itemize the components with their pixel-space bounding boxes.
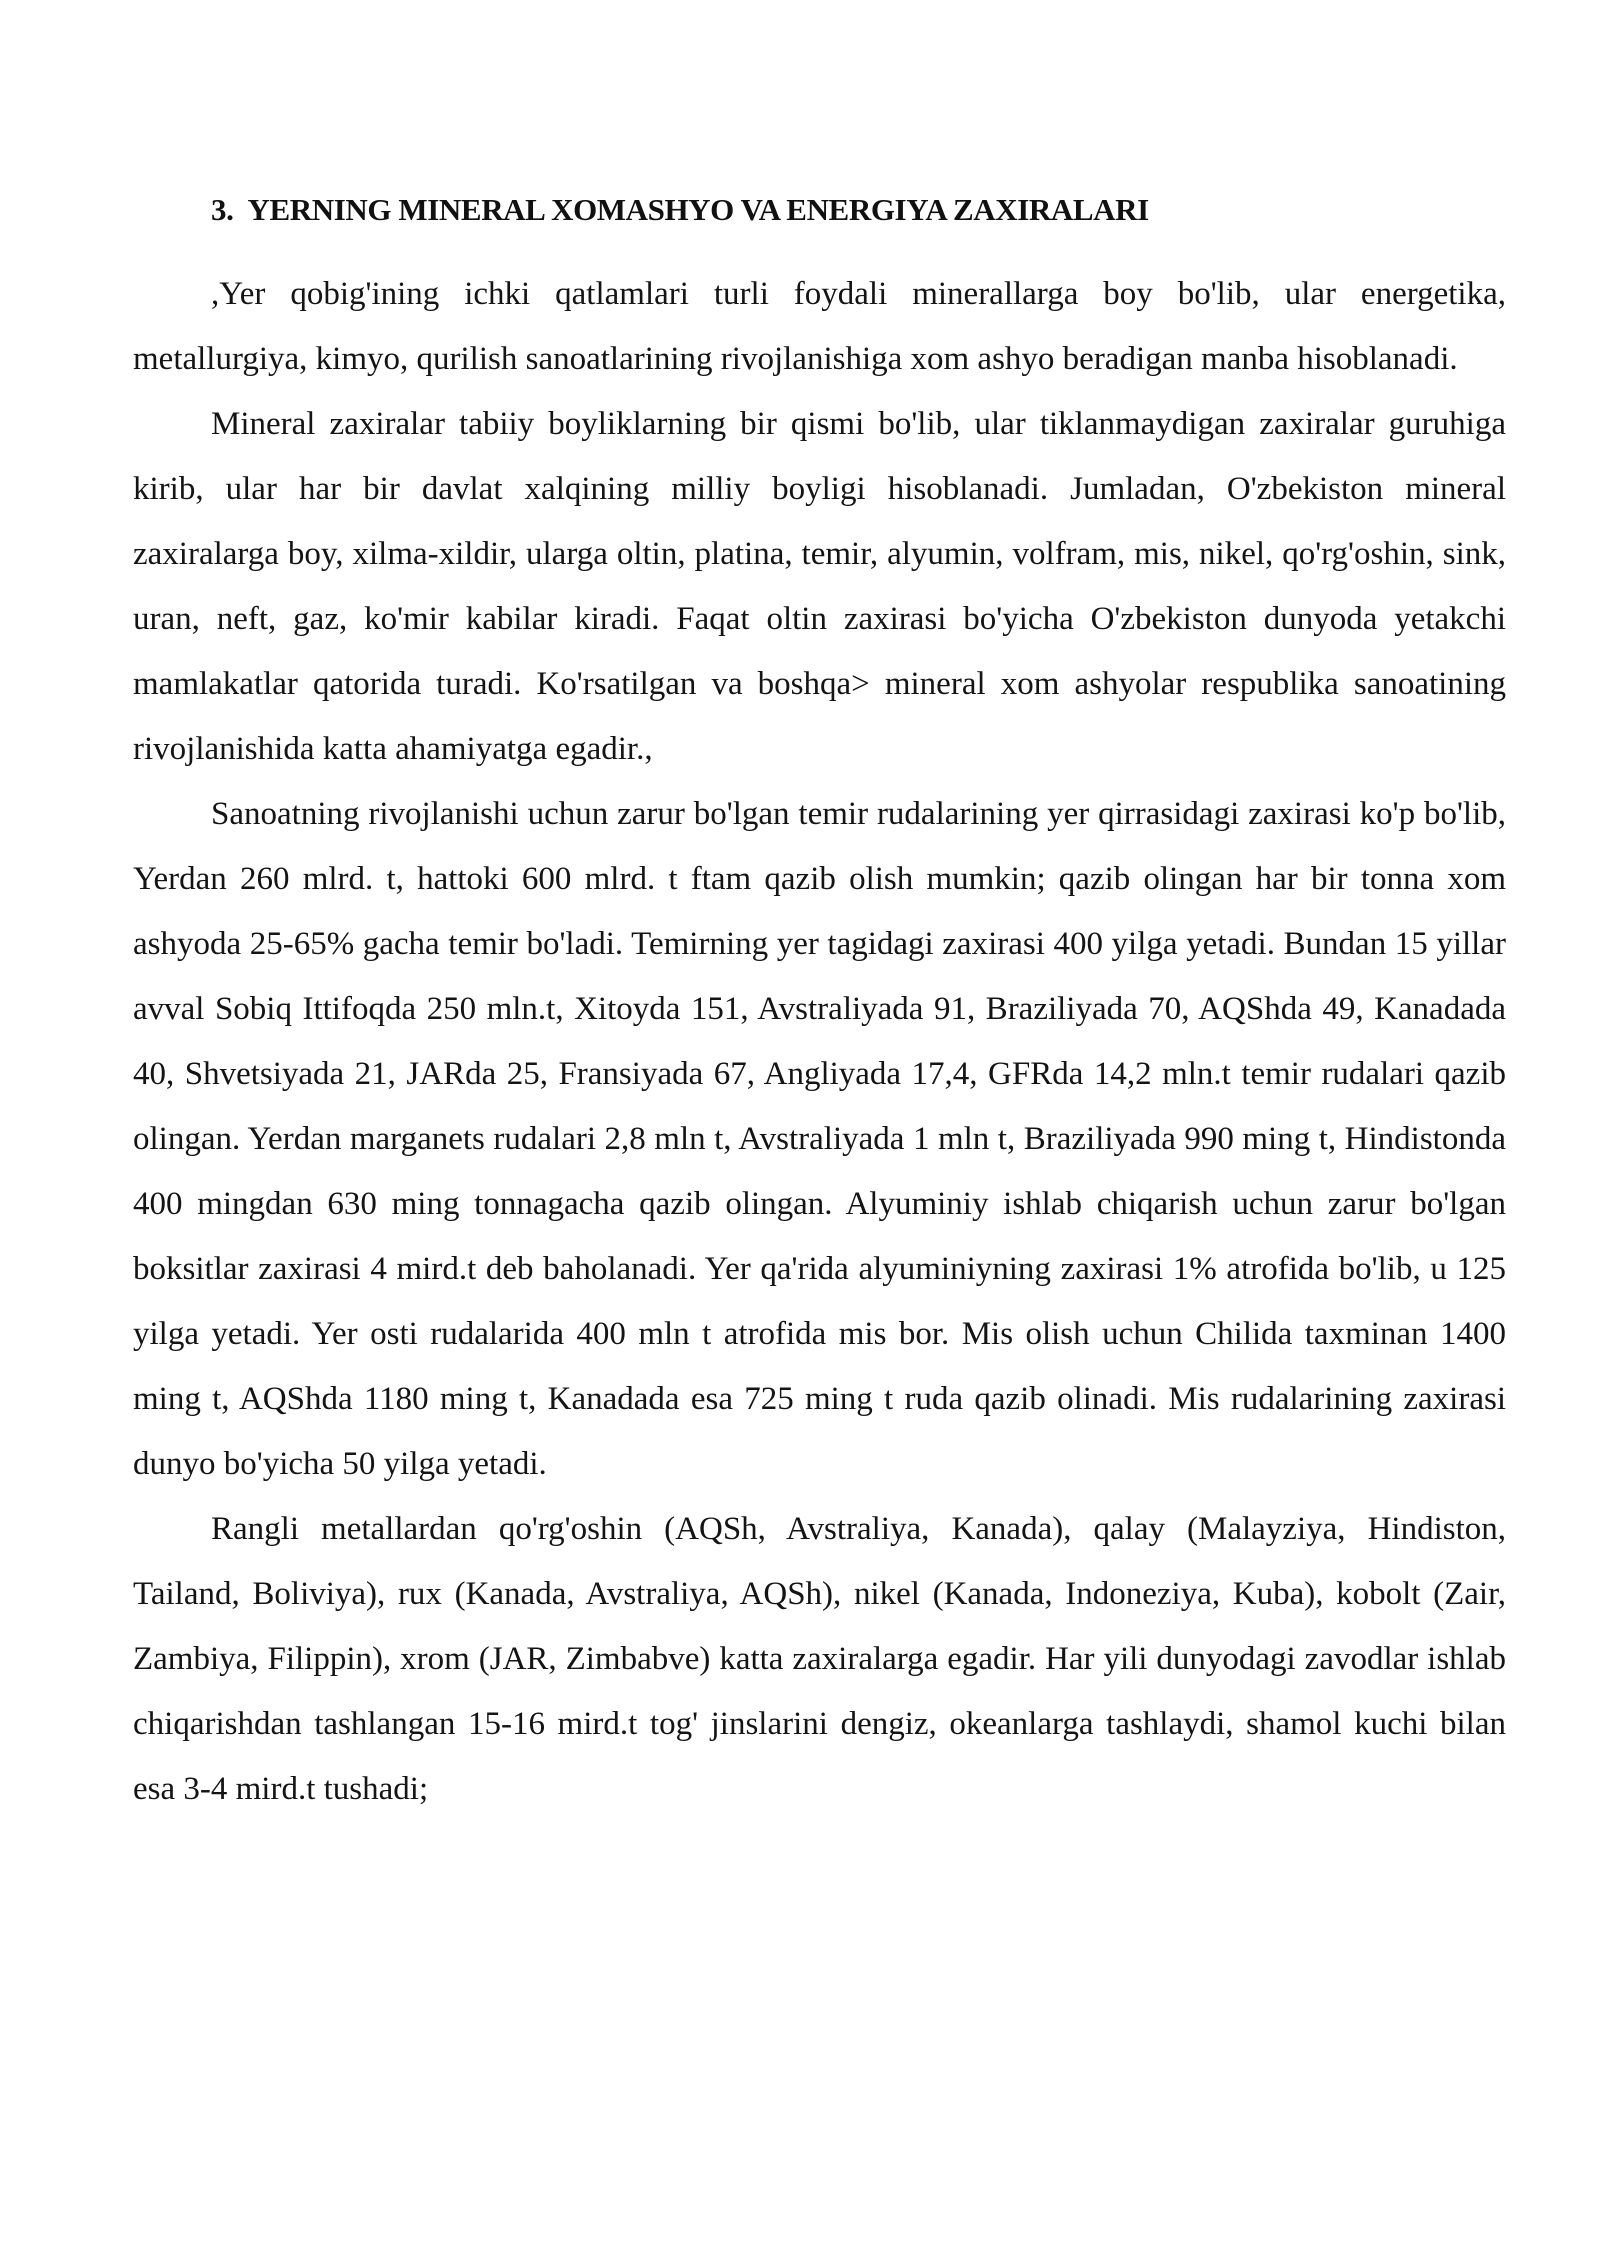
paragraph-nonferrous-metals: Rangli metallardan qo'rg'oshin (AQSh, Avstraliya, Kanada), qalay (Malayziya, Hindiston, Tailand, Boliviya), rux (Kanada, Avstraliya, AQSh), nikel (Kanada, Indoneziya, Kuba), kobolt (Zair, Zambiya, Filippin), xrom (JAR, Zimbabve) katta zaxiralarga egadir. Har yili dunyodagi zavodlar ishlab chiqarishdan tashlangan 15-16 mird.t tog' jinslarini dengiz, okeanlarga tashlaydi, shamol kuchi bilan esa 3-4 mird.t tushadi; <box>133 1511 1506 1807</box>
paragraph-intro: ,Yer qobig'ining ichki qatlamlari turli foydali minerallarga boy bo'lib, ular energetika, metallurgiya, kimyo, qurilish sanoatlarining rivojlanishiga xom ashyo beradigan manba hisoblanadi. <box>133 276 1506 377</box>
paragraph-mineral-reserves: Mineral zaxiralar tabiiy boyliklarning bir qismi bo'lib, ular tiklanmaydigan zaxiralar guruhiga kirib, ular har bir davlat xalqining milliy boyligi hisoblanadi. Jumladan, O'zbekiston mineral zaxiralarga boy, xilma-xildir, ularga oltin, platina, temir, alyumin, volfram, mis, nikel, qo'rg'oshin, sink, uran, neft, gaz, ko'mir kabilar kiradi. Faqat oltin zaxirasi bo'yicha O'zbekiston dunyoda yetakchi mamlakatlar qatorida turadi. Ko'rsatilgan va boshqa> mineral xom ashyolar respublika sanoatining rivojlanishida katta ahamiyatga egadir., <box>133 406 1506 767</box>
section-number: 3. <box>211 192 234 227</box>
section-heading <box>211 182 1506 238</box>
paragraph-iron-ore: Sanoatning rivojlanishi uchun zarur bo'lgan temir rudalarining yer qirrasidagi zaxirasi ko'p bo'lib, Yerdan 260 mlrd. t, hattoki 600 mlrd. t ftam qazib olish mumkin; qazib olingan har bir tonna xom ashyoda 25-65% gacha temir bo'ladi. Temirning yer tagidagi zaxirasi 400 yilga yetadi. Bundan 15 yillar avval Sobiq Ittifoqda 250 mln.t, Xitoyda 151, Avstraliyada 91, Braziliyada 70, AQShda 49, Kanadada 40, Shvetsiyada 21, JARda 25, Fransiyada 67, Angliyada 17,4, GFRda 14,2 mln.t temir rudalari qazib olingan. Yerdan marganets rudalari 2,8 mln t, Avstraliyada 1 mln t, Braziliyada 990 ming t, Hindistonda 400 mingdan 630 ming tonnagacha qazib olingan. Alyuminiy ishlab chiqarish uchun zarur bo'lgan boksitlar zaxirasi 4 mird.t deb baholanadi. Yer qa'rida alyuminiyning zaxirasi 1% atrofida bo'lib, u 125 yilga yetadi. Yer osti rudalarida 400 mln t atrofida mis bor. Mis olish uchun Chilida taxminan 1400 ming t, AQShda 1180 ming t, Kanadada esa 725 ming t ruda qazib olinadi. Mis rudalarining zaxirasi dunyo bo'yicha 50 yilga yetadi. <box>133 796 1506 1482</box>
section-title: YERNING MINERAL XOMASHYO VA ENERGIYA ZAXIRALARI <box>247 192 1149 227</box>
